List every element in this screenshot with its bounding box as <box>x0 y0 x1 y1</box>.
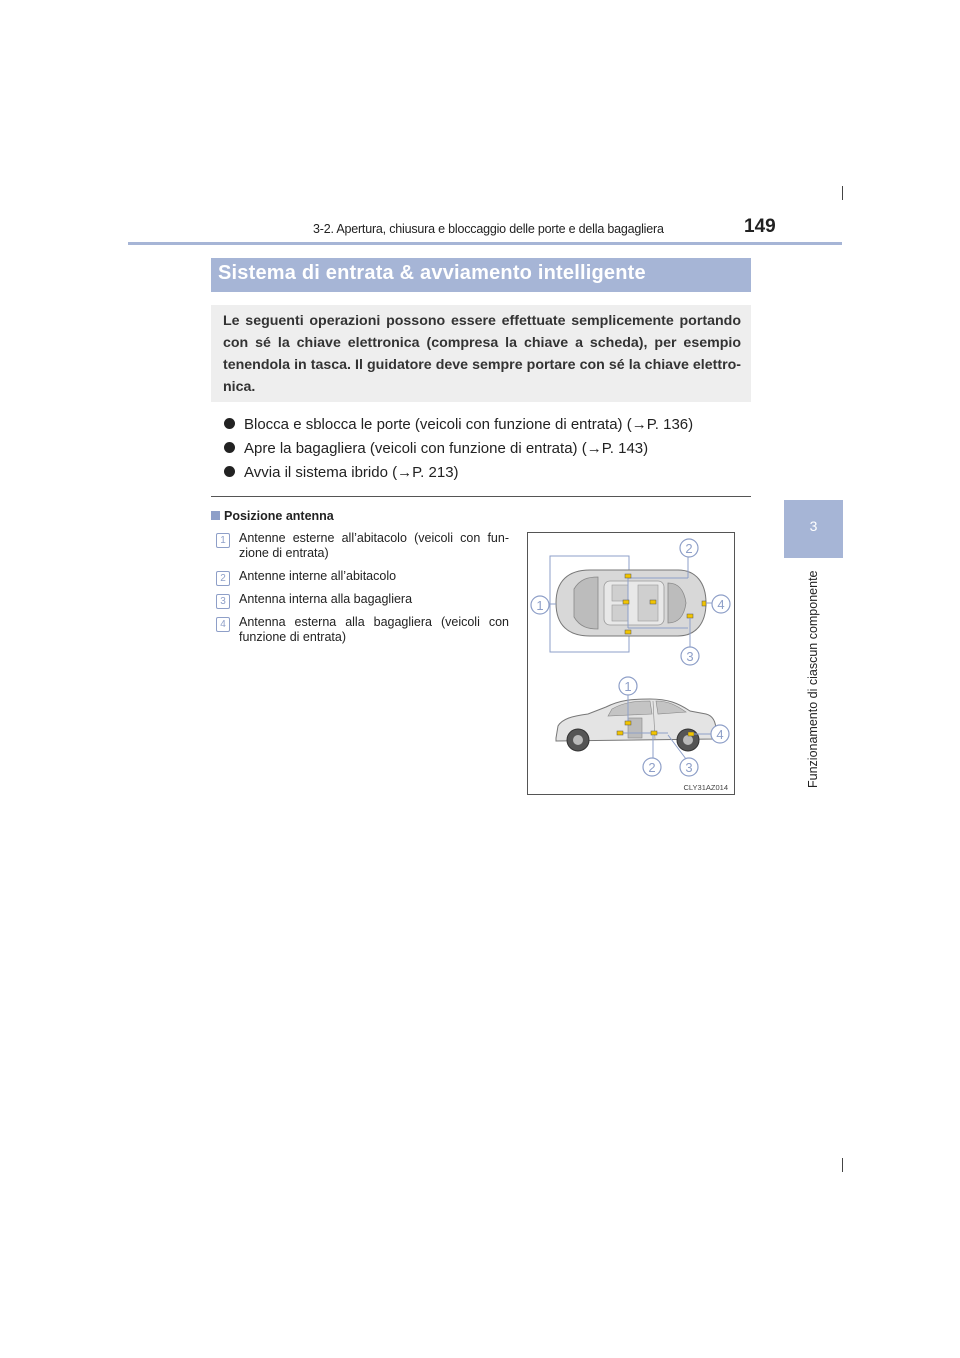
callout-3-icon <box>681 647 699 665</box>
car-side-view <box>556 695 716 759</box>
bullet-dot-icon <box>224 466 235 477</box>
callout-number: 1 <box>216 533 230 548</box>
antenna-marker <box>625 630 631 634</box>
callout-number: 4 <box>216 617 230 632</box>
bullet-item <box>224 464 459 481</box>
header-rule <box>128 242 842 245</box>
callout-number: 2 <box>216 571 230 586</box>
antenna-diagram-svg <box>528 533 734 794</box>
callout-1-icon <box>531 596 549 614</box>
callout-label: 2 <box>648 760 656 775</box>
intro-text: Le seguenti operazioni possono essere effettuate semplicemente portando con sé la chiave elettronica (compresa la chiave a scheda), per esempio tenendola in tasca. Il guidatore deve sempre portare con sé la chiave elettro-nica. <box>223 313 741 395</box>
antenna-marker <box>651 731 657 735</box>
bullet-dot-icon <box>224 418 235 429</box>
callout-label: 4 <box>716 727 724 742</box>
callout-2-side-icon <box>643 758 661 776</box>
antenna-marker <box>687 614 693 618</box>
bullet-item <box>224 416 693 433</box>
antenna-diagram <box>527 532 735 795</box>
antenna-item-text: Antenne interne all’abitacolo <box>239 569 397 583</box>
antenna-heading <box>211 509 334 523</box>
square-bullet-icon <box>211 511 220 520</box>
antenna-marker <box>617 731 623 735</box>
callout-4-icon <box>712 595 730 613</box>
callout-label: 1 <box>624 679 632 694</box>
callout-label: 2 <box>685 541 693 556</box>
antenna-heading-text: Posizione antenna <box>224 509 334 523</box>
callout-2-icon <box>680 539 698 557</box>
callout-number: 3 <box>216 594 230 609</box>
section-divider <box>211 496 751 497</box>
crop-mark-top <box>842 186 843 200</box>
callout-3-side-icon <box>680 758 698 776</box>
callout-label: 4 <box>717 597 725 612</box>
bullet-item <box>224 440 648 457</box>
antenna-item-text: Antenna esterna alla bagagliera (veicoli con funzione di entrata) <box>239 615 509 644</box>
chapter-tab-number: 3 <box>809 518 818 534</box>
chapter-side-label-text: Funzionamento di ciascun componente <box>806 570 820 788</box>
chapter-title: 3-2. Apertura, chiusura e bloccaggio delle porte e della bagagliera <box>313 222 664 236</box>
antenna-marker <box>625 721 631 725</box>
section-title: Sistema di entrata & avviamento intelligente <box>218 262 646 284</box>
page-number: 149 <box>744 216 776 237</box>
crop-mark-bottom <box>842 1158 843 1172</box>
bullet-dot-icon <box>224 442 235 453</box>
antenna-marker <box>623 600 629 604</box>
antenna-item-text: Antenna interna alla bagagliera <box>239 592 413 606</box>
bullet-text: Avvia il sistema ibrido (→P. 213) <box>244 464 459 481</box>
callout-1-side-icon <box>619 677 637 695</box>
callout-label: 1 <box>536 598 544 613</box>
antenna-marker <box>688 732 694 736</box>
bullet-text: Apre la bagagliera (veicoli con funzione di entrata) (→P. 143) <box>244 440 649 457</box>
antenna-marker <box>702 601 706 606</box>
callout-label: 3 <box>686 649 694 664</box>
callout-4-side-icon <box>711 725 729 743</box>
bullet-text: Blocca e sblocca le porte (veicoli con funzione di entrata) (→P. 136) <box>244 416 694 433</box>
chapter-side-label <box>806 564 826 794</box>
antenna-item-text: Antenne esterne all’abitacolo (veicoli con fun-zione di entrata) <box>239 531 509 560</box>
antenna-marker <box>625 574 631 578</box>
antenna-marker <box>650 600 656 604</box>
callout-label: 3 <box>685 760 693 775</box>
car-top-view <box>550 555 713 652</box>
figure-code: CLY31AZ014 <box>683 783 728 792</box>
